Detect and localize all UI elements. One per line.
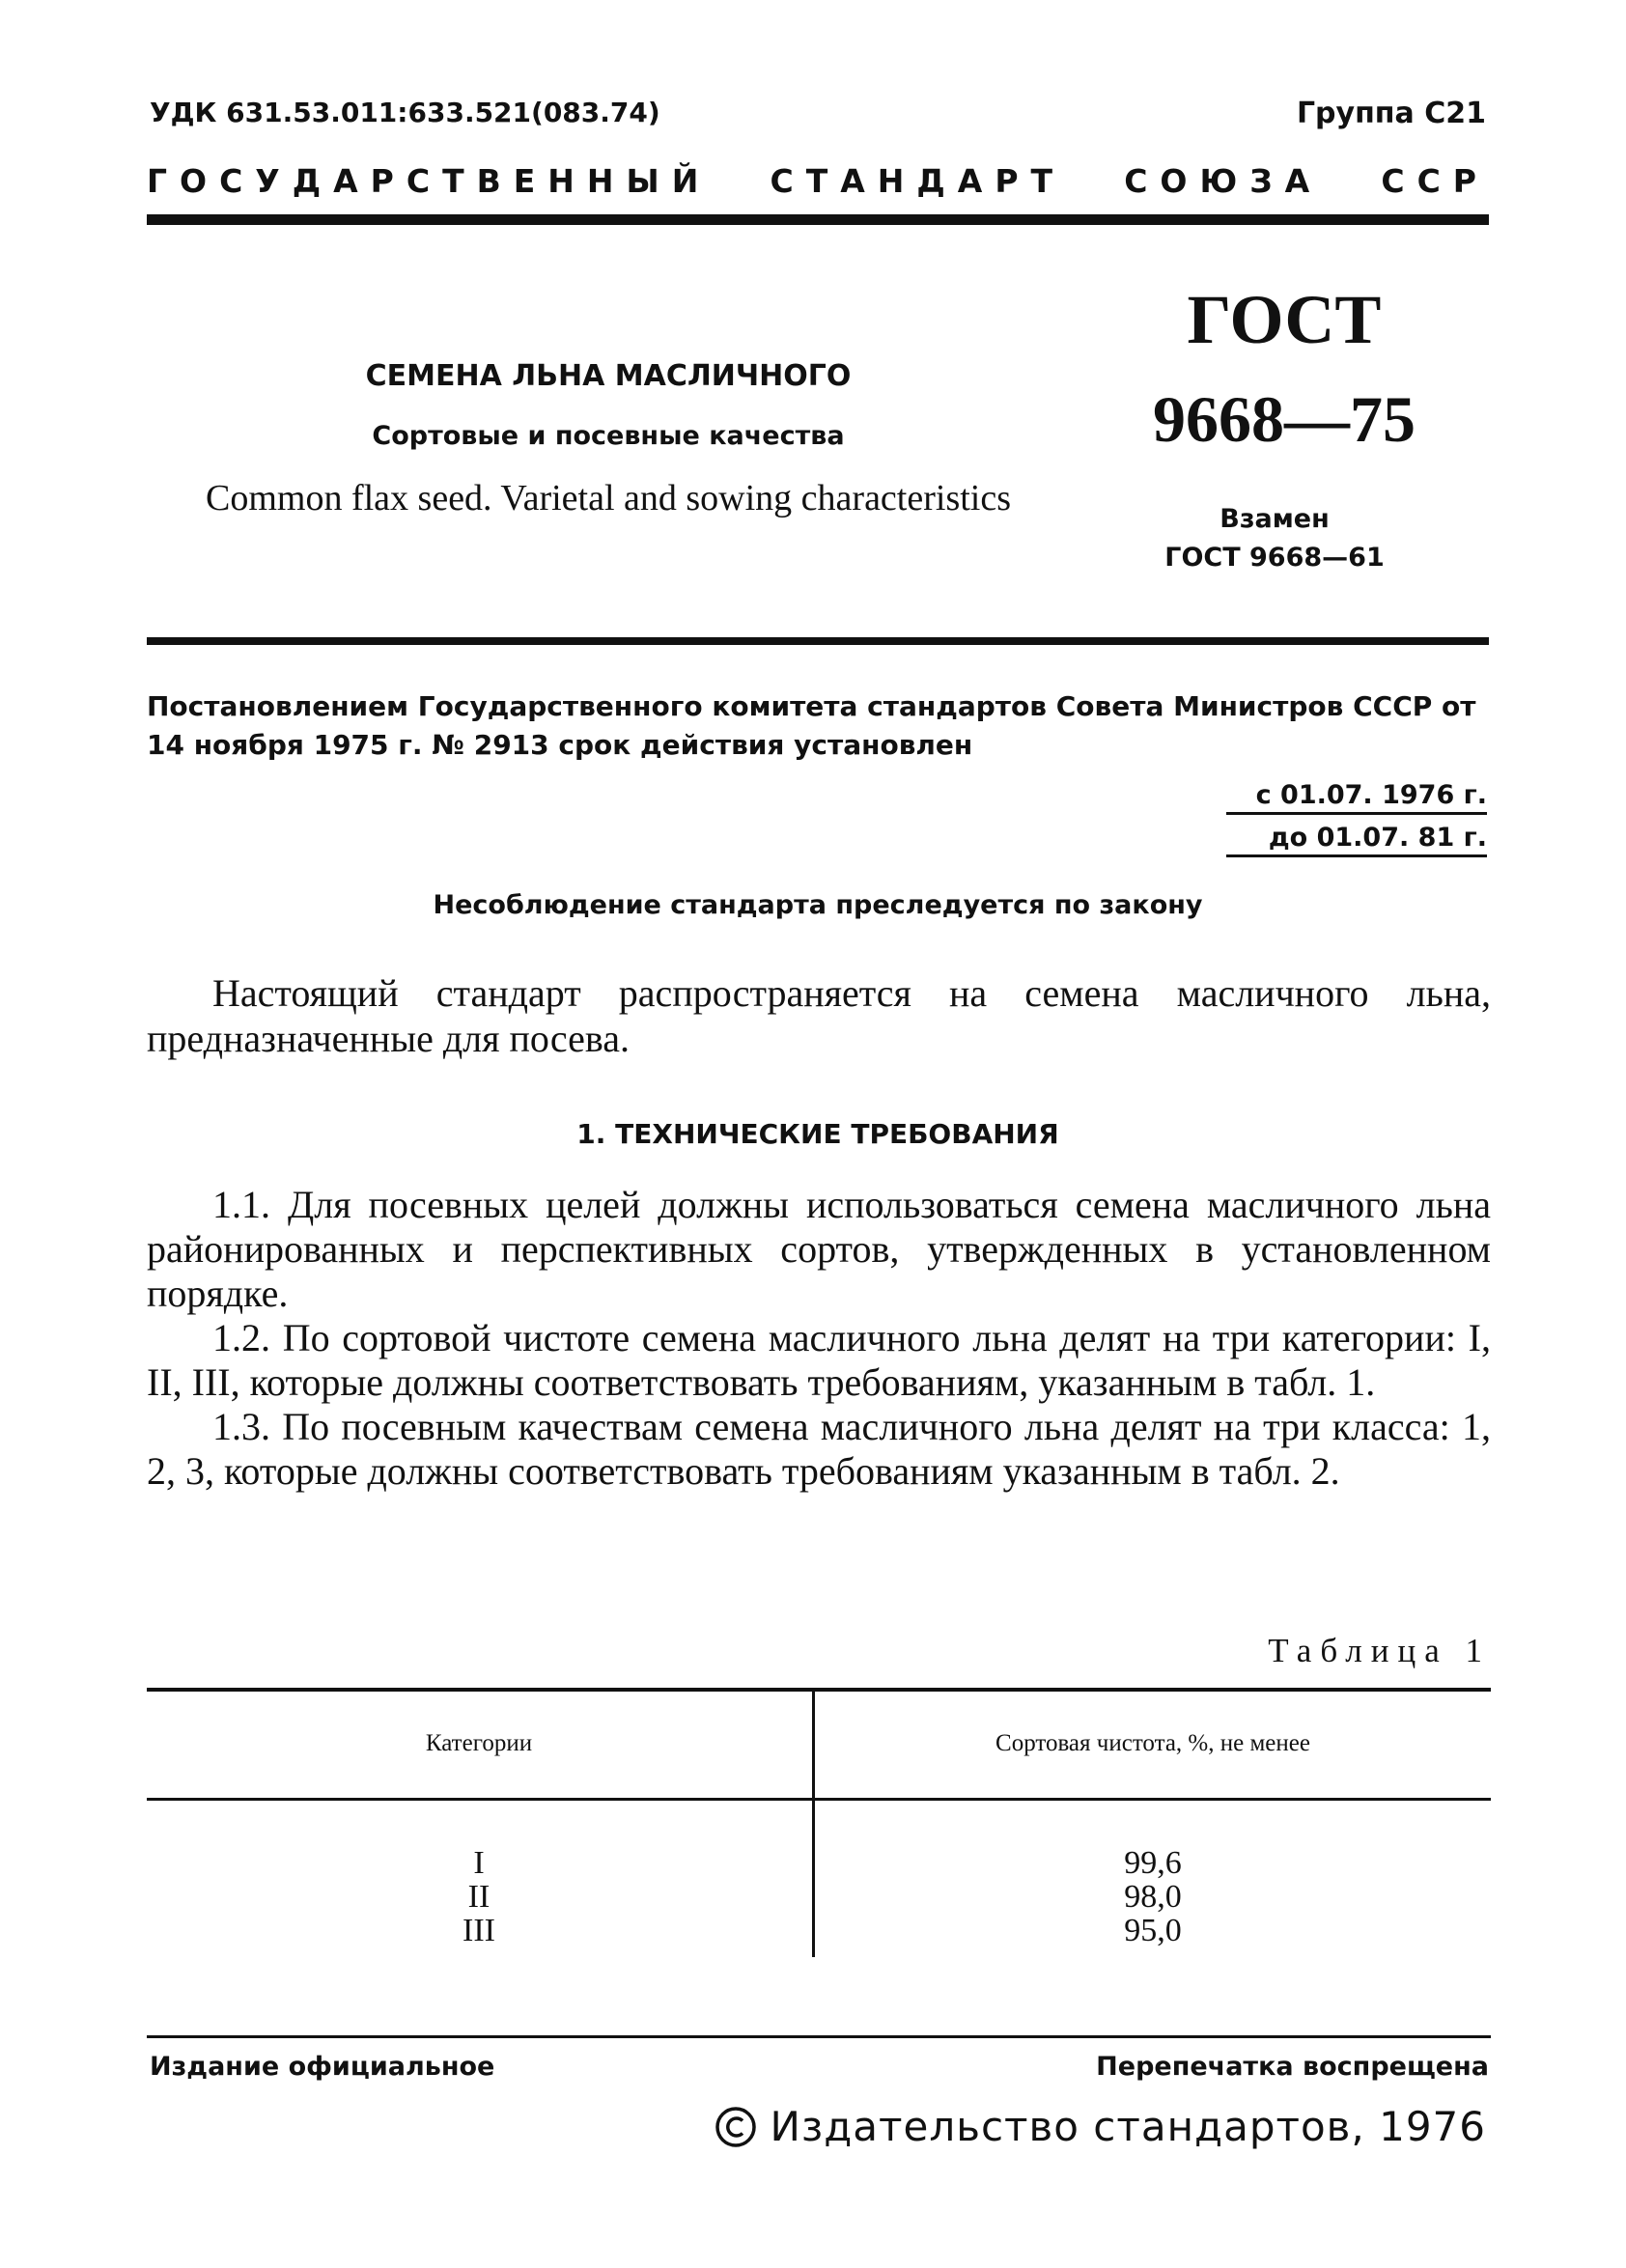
header-rule xyxy=(147,214,1489,225)
table-header-category: Категории xyxy=(425,1730,533,1756)
copyright-icon xyxy=(715,2106,757,2148)
requirements-list xyxy=(147,1183,1491,1494)
group-code: Группа С21 xyxy=(1296,97,1486,130)
paragraph-1-2: 1.2. По сортовой чистоте семена масличного льна делят на три категории: I, II, III, которые должны соответствовать требованиям, указанным в табл. 1. xyxy=(147,1316,1491,1404)
document-title-english: Common flax seed. Varietal and sowing characteristics xyxy=(206,478,1011,518)
state-standard-word: ССР xyxy=(1381,162,1489,200)
validity-end-date: до 01.07. 81 г. xyxy=(1226,823,1487,857)
table-category-column xyxy=(147,1846,811,1947)
table-cell-category: I xyxy=(473,1845,485,1881)
table-cell-category: III xyxy=(463,1913,495,1948)
document-title: СЕМЕНА ЛЬНА МАСЛИЧНОГО xyxy=(365,359,852,393)
replacement-note xyxy=(1110,500,1439,577)
intro-paragraph: Настоящий стандарт распространяется на семена масличного льна, предназначенные для посева. xyxy=(147,971,1491,1060)
table-header-rule xyxy=(147,1798,1491,1801)
state-standard-heading xyxy=(147,162,1489,200)
decree-text: Постановлением Государственного комитета стандартов Совета Министров СССР от 14 ноября 1975 г. № 2913 срок действия установлен xyxy=(147,690,1476,761)
udc-code: УДК 631.53.011:633.521(083.74) xyxy=(150,97,660,128)
table-cell-purity: 98,0 xyxy=(1124,1879,1182,1915)
table-top-rule xyxy=(147,1688,1491,1692)
table-purity-column xyxy=(815,1846,1491,1947)
legal-warning: Несоблюдение стандарта преследуется по закону xyxy=(433,890,1203,920)
table-caption: Таблица 1 xyxy=(1268,1632,1491,1669)
table-cell-purity: 95,0 xyxy=(1124,1913,1182,1948)
state-standard-word: ГОСУДАРСТВЕННЫЙ xyxy=(147,162,712,200)
replaced-standard: ГОСТ 9668—61 xyxy=(1164,543,1385,573)
table-header-purity: Сортовая чистота, %, не менее xyxy=(995,1730,1310,1756)
publisher-name: Издательство стандартов, 1976 xyxy=(770,2103,1486,2150)
table-cell-purity: 99,6 xyxy=(1124,1845,1182,1881)
footer-rule xyxy=(147,2035,1491,2038)
table-cell-category: II xyxy=(467,1879,491,1915)
replace-label: Взамен xyxy=(1220,504,1330,534)
validity-start-date: с 01.07. 1976 г. xyxy=(1226,780,1487,815)
section-title: 1. ТЕХНИЧЕСКИЕ ТРЕБОВАНИЯ xyxy=(576,1118,1059,1150)
official-edition-label: Издание официальное xyxy=(150,2052,495,2082)
title-rule xyxy=(147,637,1489,645)
document-subtitle: Сортовые и посевные качества xyxy=(372,421,845,451)
paragraph-1-1: 1.1. Для посевных целей должны использоваться семена масличного льна районированных и перспективных сортов, утвержденных в установленном порядке. xyxy=(147,1183,1491,1315)
reprint-prohibited-label: Перепечатка воспрещена xyxy=(1096,2052,1489,2082)
paragraph-1-3: 1.3. По посевным качествам семена масличного льна делят на три класса: 1, 2, 3, которые должны соответствовать требованиям указанным в табл. 2. xyxy=(147,1405,1491,1493)
gost-label: ГОСТ xyxy=(1187,281,1382,358)
copyright-line xyxy=(715,2103,1486,2150)
state-standard-word: СТАНДАРТ xyxy=(770,162,1066,200)
gost-number: 9668—75 xyxy=(1153,382,1416,456)
state-standard-word: СОЮЗА xyxy=(1124,162,1323,200)
